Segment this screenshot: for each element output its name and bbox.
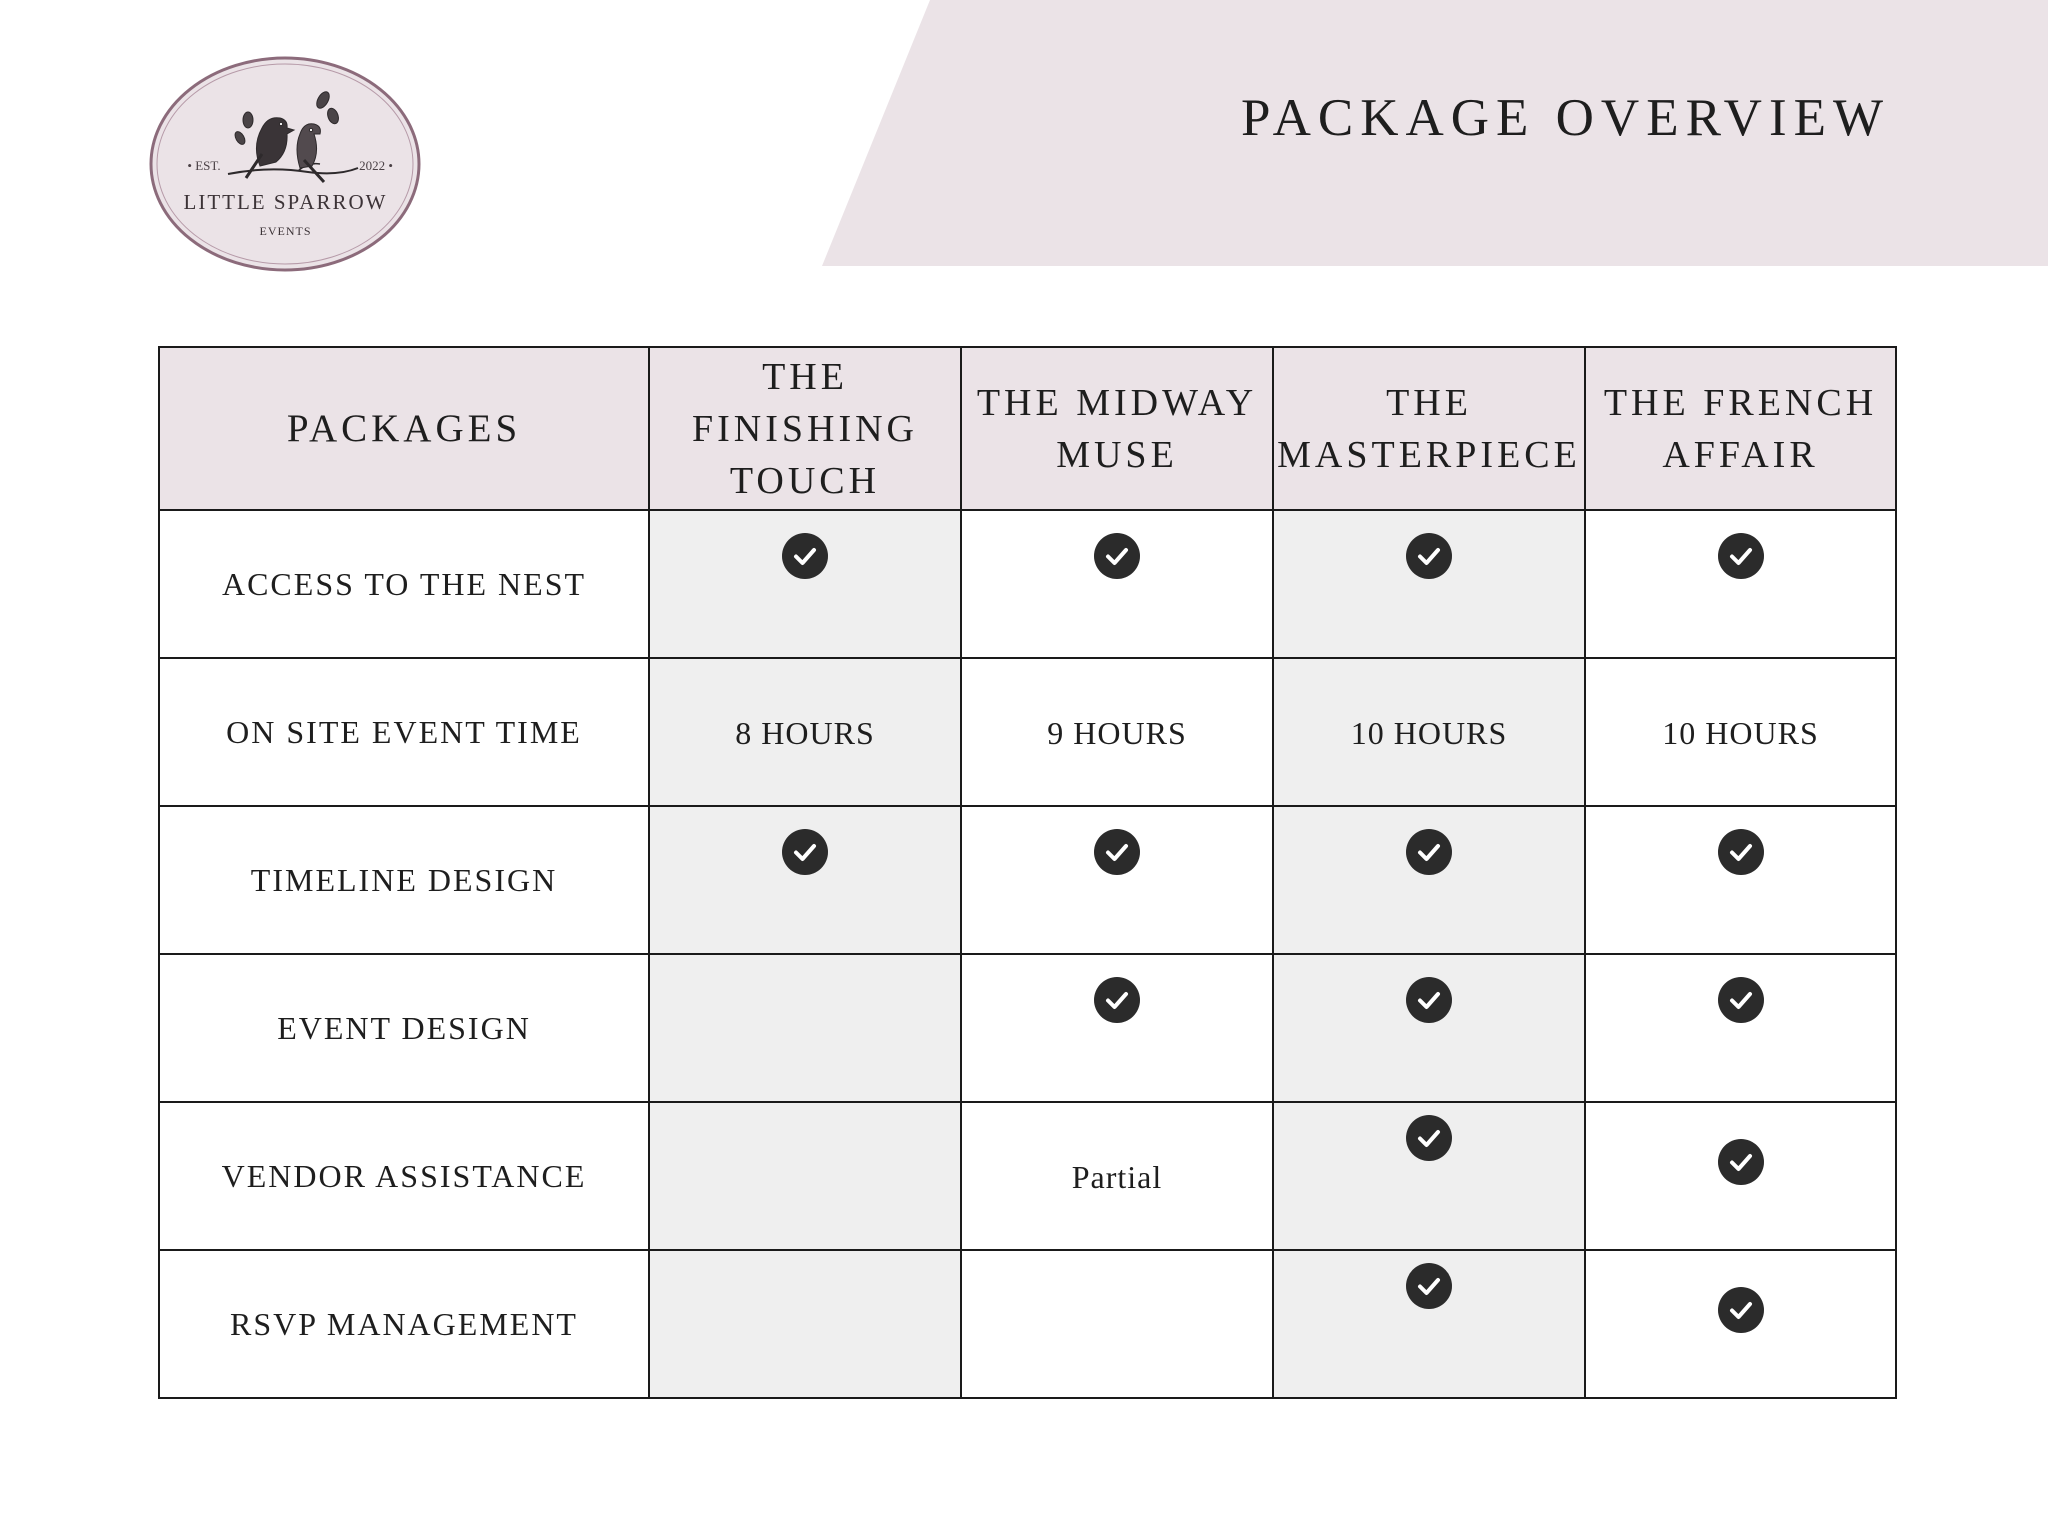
- check-circle-icon: [1718, 1287, 1764, 1333]
- package-feature-cell: [1585, 954, 1896, 1102]
- brand-logo: [148, 54, 423, 274]
- cell-value: 10 HOURS: [1662, 715, 1819, 751]
- package-column-header: [649, 347, 961, 510]
- table-row: [159, 1250, 1896, 1398]
- package-name-line: MUSE: [1056, 433, 1178, 476]
- package-feature-cell: [649, 806, 961, 954]
- check-circle-icon: [1406, 533, 1452, 579]
- feature-label: ACCESS TO THE NEST: [159, 510, 649, 658]
- cell-value: 9 HOURS: [1047, 715, 1187, 751]
- package-column-header: [961, 347, 1273, 510]
- package-name-line: AFFAIR: [1662, 433, 1819, 476]
- package-feature-cell: [1273, 1102, 1585, 1250]
- feature-label: EVENT DESIGN: [159, 954, 649, 1102]
- package-feature-cell: [649, 510, 961, 658]
- table-row: [159, 806, 1896, 954]
- feature-label: TIMELINE DESIGN: [159, 806, 649, 954]
- package-feature-cell: [961, 1102, 1273, 1250]
- check-circle-icon: [1094, 977, 1140, 1023]
- package-feature-cell: [649, 1250, 961, 1398]
- package-feature-cell: [1585, 1250, 1896, 1398]
- feature-label: ON SITE EVENT TIME: [159, 658, 649, 806]
- check-circle-icon: [1718, 829, 1764, 875]
- package-name-line: FINISHING: [692, 407, 918, 450]
- check-circle-icon: [1094, 829, 1140, 875]
- page-title: PACKAGE OVERVIEW: [1240, 89, 1890, 147]
- package-name-line: THE MIDWAY: [976, 381, 1258, 424]
- package-name-line: MASTERPIECE: [1277, 433, 1581, 476]
- package-feature-cell: [1585, 510, 1896, 658]
- check-circle-icon: [1718, 533, 1764, 579]
- package-feature-cell: [649, 658, 961, 806]
- package-feature-cell: [961, 1250, 1273, 1398]
- package-comparison-table: [158, 346, 1897, 1399]
- table-row: [159, 510, 1896, 658]
- cell-value: Partial: [1071, 1159, 1163, 1195]
- package-name-line: THE FRENCH: [1603, 381, 1878, 424]
- check-circle-icon: [1718, 977, 1764, 1023]
- package-feature-cell: [961, 510, 1273, 658]
- package-feature-cell: [649, 954, 961, 1102]
- package-feature-cell: [1273, 1250, 1585, 1398]
- package-name-line: THE: [1386, 381, 1472, 424]
- cell-value: 8 HOURS: [735, 715, 875, 751]
- package-column-header: [1585, 347, 1896, 510]
- package-feature-cell: [1273, 658, 1585, 806]
- table-header-row: [159, 347, 1896, 510]
- table-row: [159, 1102, 1896, 1250]
- table-row: [159, 658, 1896, 806]
- check-circle-icon: [1406, 1115, 1452, 1161]
- package-feature-cell: [1273, 954, 1585, 1102]
- cell-value: 10 HOURS: [1350, 715, 1508, 751]
- check-circle-icon: [1718, 1139, 1764, 1185]
- package-feature-cell: [961, 954, 1273, 1102]
- logo-brand-name: LITTLE SPARROW: [183, 190, 388, 214]
- package-feature-cell: [1273, 806, 1585, 954]
- package-name-line: TOUCH: [729, 459, 881, 502]
- packages-header: PACKAGES: [159, 347, 649, 510]
- feature-label: RSVP MANAGEMENT: [159, 1250, 649, 1398]
- check-circle-icon: [1406, 829, 1452, 875]
- logo-brand-subname: EVENTS: [259, 224, 312, 238]
- package-name-line: THE: [762, 355, 848, 398]
- package-column-header: [1273, 347, 1585, 510]
- package-feature-cell: [961, 806, 1273, 954]
- package-feature-cell: [1585, 806, 1896, 954]
- check-circle-icon: [782, 829, 828, 875]
- logo-year-label: 2022 •: [359, 158, 393, 173]
- table-body: [159, 510, 1896, 1398]
- feature-label: VENDOR ASSISTANCE: [159, 1102, 649, 1250]
- check-circle-icon: [1094, 533, 1140, 579]
- check-circle-icon: [782, 533, 828, 579]
- package-feature-cell: [1273, 510, 1585, 658]
- logo-est-label: • EST.: [187, 158, 221, 173]
- package-feature-cell: [961, 658, 1273, 806]
- package-feature-cell: [649, 1102, 961, 1250]
- package-feature-cell: [1585, 1102, 1896, 1250]
- check-circle-icon: [1406, 977, 1452, 1023]
- table-row: [159, 954, 1896, 1102]
- package-feature-cell: [1585, 658, 1896, 806]
- check-circle-icon: [1406, 1263, 1452, 1309]
